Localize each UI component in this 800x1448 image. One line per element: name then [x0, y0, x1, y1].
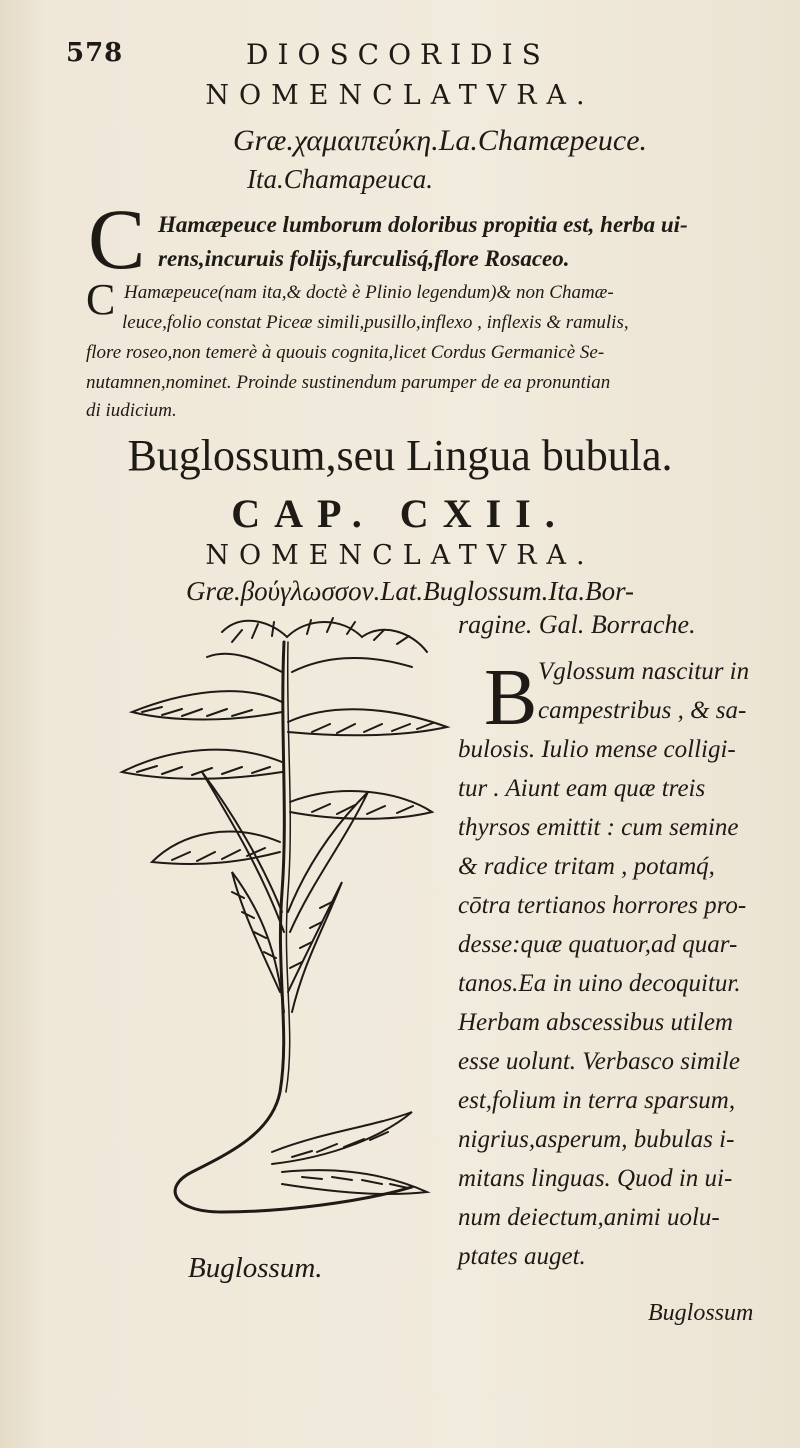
nomenclatura-heading: NOMENCLATVRA. [205, 80, 595, 111]
chapter-number: CAP. CXII. [231, 491, 569, 536]
synonyms-line: Græ.βούγλωσσον.Lat.Buglossum.Ita.Bor- [185, 576, 635, 606]
synonyms-line: Græ.χαμαιπεύκη.La.Chamæpeuce. [232, 124, 648, 157]
text-line: mitans linguas. Quod in ui- [458, 1165, 733, 1192]
drop-capital: C [86, 275, 116, 324]
text-line: Hamæpeuce(nam ita,& doctè è Plinio legendum)& non Chamæ- [124, 282, 614, 303]
text-line: nutamnen,nominet. Proinde sustinendum parumper de ea pronuntian [86, 372, 611, 393]
illustration-caption: Buglossum. [188, 1252, 323, 1284]
text-line: di iudicium. [86, 400, 177, 421]
text-line: campestribus , & sa- [538, 697, 747, 724]
text-line: Vglossum nascitur in [538, 658, 750, 685]
text-line: & radice tritam , potamq́, [458, 853, 715, 880]
text-line: ptates auget. [458, 1243, 586, 1270]
text-line: flore roseo,non temerè à quouis cognita,licet Cordus Germanicè Se- [86, 342, 605, 363]
text-line: thyrsos emittit : cum semine [458, 814, 739, 841]
chapter-title: Buglossum,seu Lingua bubula. [127, 431, 673, 480]
text-line: est,folium in terra sparsum, [458, 1087, 736, 1114]
text-line: rens,incuruis folijs,furculisq́,flore Rosaceo. [158, 246, 570, 271]
running-head [66, 36, 766, 76]
text-line: tanos.Ea in uino decoquitur. [458, 970, 741, 997]
text-line: desse:quæ quatuor,ad quar- [458, 931, 738, 958]
nomenclatura-heading: NOMENCLATVRA. [205, 540, 595, 571]
text-line: esse uolunt. Verbasco simile [458, 1048, 740, 1075]
drop-capital: C [88, 191, 146, 287]
text-line: Hamæpeuce lumborum doloribus propitia est, herba ui- [158, 212, 688, 237]
catchword: Buglossum [648, 1300, 754, 1326]
buglossum-woodcut-illustration [112, 612, 457, 1252]
drop-capital: B [484, 654, 538, 742]
text-line: cōtra tertianos horrores pro- [458, 892, 747, 919]
text-line: num deiectum,animi uolu- [458, 1204, 720, 1231]
text-line: Herbam abscessibus utilem [458, 1009, 733, 1036]
page-number: 578 [66, 38, 124, 68]
text-line: leuce,folio constat Piceæ simili,pusillo,inflexo , inflexis & ramulis, [122, 312, 629, 333]
text-line: tur . Aiunt eam quæ treis [458, 775, 706, 802]
text-line: nigrius,asperum, bubulas i- [458, 1126, 735, 1153]
running-title: DIOSCORIDIS [246, 38, 550, 71]
text-line: bulosis. Iulio mense colligi- [458, 736, 736, 763]
text-line: ragine. Gal. Borrache. [458, 610, 696, 639]
synonyms-line: Ita.Chamapeuca. [247, 164, 433, 194]
